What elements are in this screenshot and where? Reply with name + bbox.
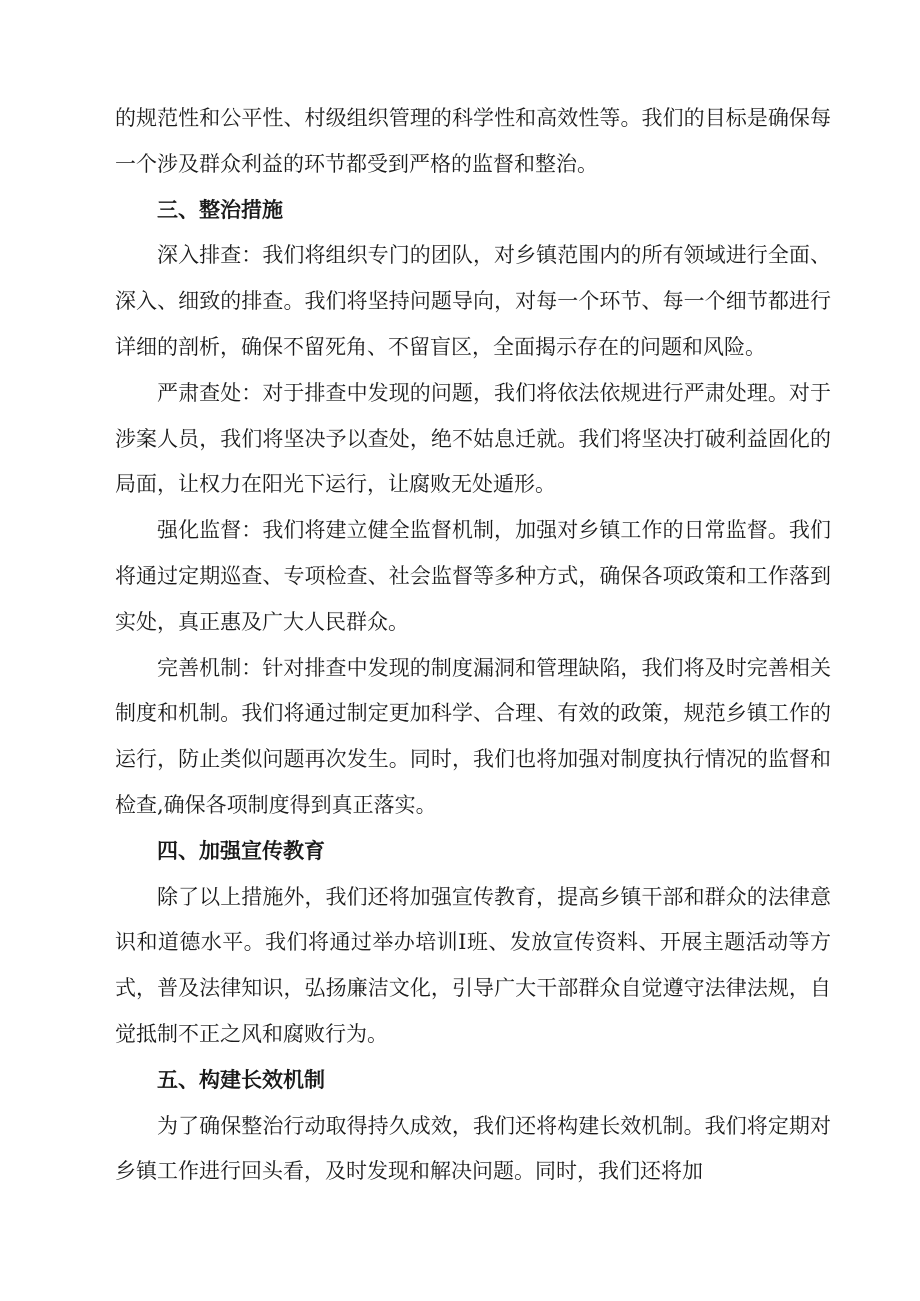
paragraph-deep-investigation: 深入排查：我们将组织专门的团队，对乡镇范围内的所有领域进行全面、深入、细致的排查。我们将坚持问题导向，对每一个环节、每一个细节都进行详细的剖析，确保不留死角、不留盲区，全面揭示存在的问题和风险。	[115, 243, 831, 359]
document-page	[115, 96, 831, 1195]
paragraph-improve-mechanism: 完善机制：针对排查中发现的制度漏洞和管理缺陷，我们将及时完善相关制度和机制。我们将通过制定更加科学、合理、有效的政策，规范乡镇工作的运行，防止类似问题再次发生。同时，我们也将加强对制度执行情况的监督和检查,确保各项制度得到真正落实。	[115, 655, 831, 817]
section-3-heading: 三、整治措施	[157, 197, 283, 222]
intro-continuation-paragraph: 的规范性和公平性、村级组织管理的科学性和高效性等。我们的目标是确保每一个涉及群众利益的环节都受到严格的监督和整治。	[115, 106, 831, 176]
paragraph-strengthen-supervision: 强化监督：我们将建立健全监督机制，加强对乡镇工作的日常监督。我们将通过定期巡查、专项检查、社会监督等多种方式，确保各项政策和工作落到实处，真正惠及广大人民群众。	[115, 518, 831, 634]
paragraph-strict-punishment: 严肃查处：对于排查中发现的问题，我们将依法依规进行严肃处理。对于涉案人员，我们将坚决予以查处，绝不姑息迁就。我们将坚决打破利益固化的局面，让权力在阳光下运行，让腐败无处遁形。	[115, 380, 831, 497]
section-5-heading: 五、构建长效机制	[157, 1067, 325, 1092]
paragraph-long-term-mechanism: 为了确保整治行动取得持久成效，我们还将构建长效机制。我们将定期对乡镇工作进行回头看，及时发现和解决问题。同时，我们还将加	[115, 1113, 831, 1184]
section-4-heading: 四、加强宣传教育	[157, 838, 325, 863]
paragraph-publicity-education: 除了以上措施外，我们还将加强宣传教育，提高乡镇干部和群众的法律意识和道德水平。我们将通过举办培训I班、发放宣传资料、开展主题活动等方式，普及法律知识，弘扬廉洁文化，引导广大干部群众自觉遵守法律法规，自觉抵制不正之风和腐败行为。	[115, 884, 831, 1046]
